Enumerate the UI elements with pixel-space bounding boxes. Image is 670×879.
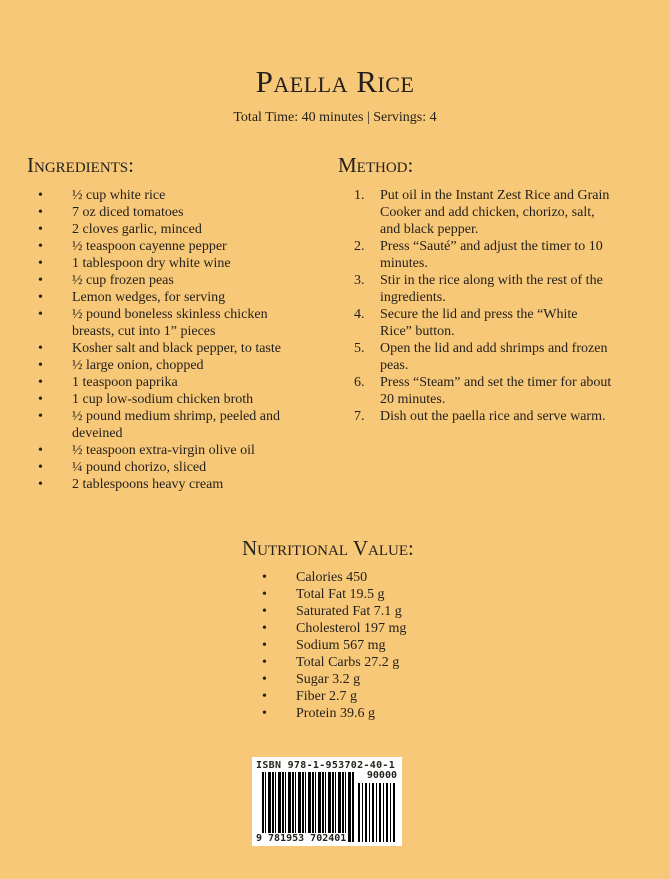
ingredient-item: • 1 tablespoon dry white wine xyxy=(38,255,308,272)
method-step xyxy=(354,340,612,374)
method-step xyxy=(354,306,612,340)
method-step xyxy=(354,374,612,408)
method-step xyxy=(354,272,612,306)
step-text: Stir in the rice along with the rest of the ingredients. xyxy=(380,273,603,305)
recipe-title: Paella Rice xyxy=(255,64,415,99)
step-number: 6. xyxy=(354,375,365,390)
method-heading: Method: xyxy=(338,153,414,177)
price-barcode-bars xyxy=(358,783,396,842)
nutrition-item: • Fiber 2.7 g xyxy=(262,688,462,705)
step-text: Dish out the paella rice and serve warm. xyxy=(380,409,606,424)
ingredient-item: • 2 cloves garlic, minced xyxy=(38,221,308,238)
ingredient-item: • Lemon wedges, for serving xyxy=(38,289,308,306)
step-number: 4. xyxy=(354,307,365,322)
ingredient-item: • ½ large onion, chopped xyxy=(38,357,308,374)
nutrition-item: • Total Carbs 27.2 g xyxy=(262,654,462,671)
barcode-bars xyxy=(262,772,354,842)
ingredient-item: • ½ teaspoon extra-virgin olive oil xyxy=(38,442,308,459)
ingredient-item: • ¼ pound chorizo, sliced xyxy=(38,459,308,476)
nutrition-item: • Protein 39.6 g xyxy=(262,705,462,722)
step-number: 1. xyxy=(354,188,365,203)
method-step xyxy=(354,238,612,272)
ingredients-heading: Ingredients: xyxy=(27,153,134,177)
step-number: 7. xyxy=(354,409,365,424)
nutrition-item: • Calories 450 xyxy=(262,569,462,586)
nutrition-item: • Total Fat 19.5 g xyxy=(262,586,462,603)
nutrition-item: • Saturated Fat 7.1 g xyxy=(262,603,462,620)
ingredient-item: • 7 oz diced tomatoes xyxy=(38,204,308,221)
ingredient-item: • ½ cup frozen peas xyxy=(38,272,308,289)
method-step xyxy=(354,408,612,425)
nutrition-heading: Nutritional Value: xyxy=(242,536,414,560)
ingredient-item: • ½ pound boneless skinless chicken breasts, cut into 1” pieces xyxy=(38,306,308,340)
step-text: Secure the lid and press the “White Rice” button. xyxy=(380,307,578,339)
ingredients-list xyxy=(38,187,308,493)
isbn-barcode xyxy=(252,757,402,846)
ingredient-item: • Kosher salt and black pepper, to taste xyxy=(38,340,308,357)
ingredient-item: • ½ cup white rice xyxy=(38,187,308,204)
nutrition-item: • Cholesterol 197 mg xyxy=(262,620,462,637)
step-number: 2. xyxy=(354,239,365,254)
step-text: Press “Sauté” and adjust the timer to 10 minutes. xyxy=(380,239,603,271)
ingredient-item: • 1 cup low-sodium chicken broth xyxy=(38,391,308,408)
barcode-digits: 9 781953 702401 xyxy=(256,833,347,844)
method-step xyxy=(354,187,612,238)
ingredient-item: • ½ teaspoon cayenne pepper xyxy=(38,238,308,255)
isbn-text: ISBN 978-1-953702-40-1 xyxy=(256,760,396,771)
ingredient-item: • ½ pound medium shrimp, peeled and deveined xyxy=(38,408,308,442)
recipe-meta: Total Time: 40 minutes | Servings: 4 xyxy=(233,110,437,125)
price-code: 90000 xyxy=(366,770,397,781)
nutrition-list xyxy=(262,569,462,722)
nutrition-item: • Sodium 567 mg xyxy=(262,637,462,654)
step-number: 5. xyxy=(354,341,365,356)
ingredient-item: • 2 tablespoons heavy cream xyxy=(38,476,308,493)
step-text: Open the lid and add shrimps and frozen peas. xyxy=(380,341,608,373)
step-number: 3. xyxy=(354,273,365,288)
nutrition-item: • Sugar 3.2 g xyxy=(262,671,462,688)
step-text: Put oil in the Instant Zest Rice and Grain Cooker and add chicken, chorizo, salt, and black pepper. xyxy=(380,188,610,237)
step-text: Press “Steam” and set the timer for about 20 minutes. xyxy=(380,375,612,407)
ingredient-item: • 1 teaspoon paprika xyxy=(38,374,308,391)
method-list xyxy=(354,187,612,425)
